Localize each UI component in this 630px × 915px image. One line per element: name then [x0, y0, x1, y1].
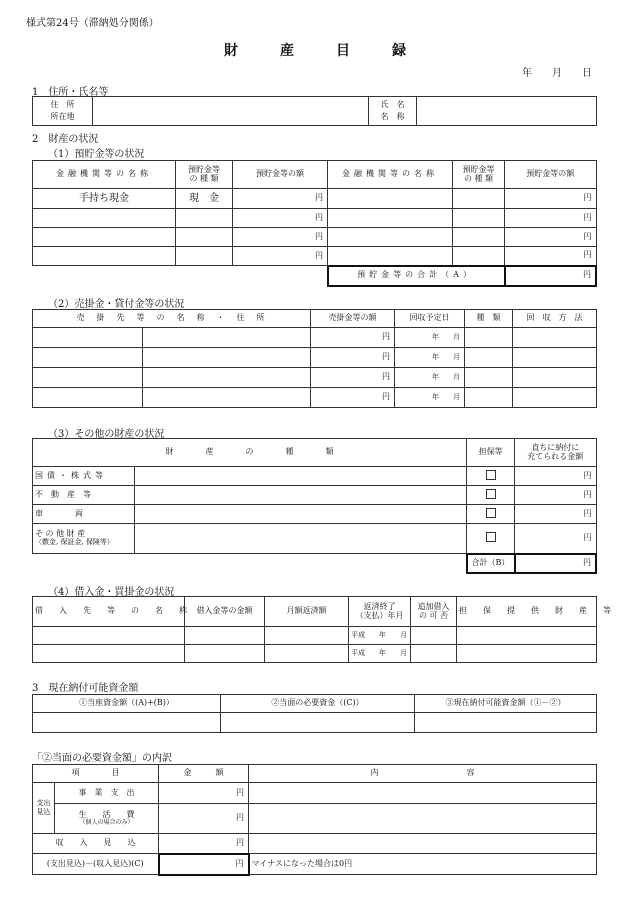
- deposit-amount[interactable]: 円: [505, 247, 597, 266]
- loan-lender-field[interactable]: [33, 645, 185, 663]
- loan-end-date[interactable]: 平成 年 月: [349, 627, 411, 645]
- loans-table: [32, 596, 615, 663]
- breakdown-row-business: 事 業 支 出: [55, 783, 159, 804]
- receivables-heading: （2）売掛金・貸付金等の状況: [48, 299, 185, 310]
- breakdown-heading: 「②当面の必要資金額」の内訳: [32, 753, 172, 764]
- other-h-amount: 直ちに納付に 充てられる金額: [515, 439, 597, 467]
- checkbox-icon[interactable]: [486, 532, 496, 542]
- loan-monthly-field[interactable]: [265, 645, 349, 663]
- loans-h-end: 返済終了 （支払）年月: [349, 597, 411, 627]
- deposits-h-type-2: 預貯金等 の 種 類: [453, 161, 505, 189]
- deposits-total-label: 預貯金等の合計（A）: [328, 266, 505, 286]
- name-field[interactable]: [417, 97, 597, 126]
- other-assets-table: [32, 438, 597, 574]
- receivable-kind-field[interactable]: [465, 328, 513, 348]
- funds-h-payable: ③現在納付可能資金額（①－②）: [415, 695, 597, 713]
- receivable-address-field[interactable]: [143, 388, 311, 408]
- other-realestate-checkbox[interactable]: [467, 486, 515, 505]
- deposits-h-amount: 預貯金等の額: [233, 161, 328, 189]
- receivable-name-field[interactable]: [33, 348, 143, 368]
- receivables-table: [32, 309, 597, 408]
- form-number: 様式第24号（滞納処分関係）: [26, 18, 159, 29]
- loan-lender-field[interactable]: [33, 627, 185, 645]
- receivable-method-field[interactable]: [513, 348, 597, 368]
- page-title: 財 産 目 録: [224, 43, 406, 59]
- deposit-amount[interactable]: 円: [233, 189, 328, 209]
- receivable-amount[interactable]: 円: [311, 348, 395, 368]
- other-assets-heading: （3）その他の財産の状況: [48, 429, 165, 440]
- receivable-date[interactable]: 年 月: [395, 388, 465, 408]
- loans-h-collateral: 担 保 提 供 財 産 等: [457, 597, 597, 627]
- cash-name: 手持ち現金: [33, 189, 176, 209]
- deposit-amount[interactable]: 円: [233, 247, 328, 266]
- deposit-amount[interactable]: 円: [505, 228, 597, 247]
- other-misc-detail[interactable]: [135, 524, 467, 554]
- deposits-heading: （1）預貯金等の状況: [48, 149, 145, 160]
- breakdown-living-amount[interactable]: 円: [159, 804, 249, 834]
- address-label: 住 所 所在地: [33, 97, 93, 126]
- breakdown-net-amount[interactable]: 円: [159, 854, 249, 875]
- loan-end-date[interactable]: 平成 年 月: [349, 645, 411, 663]
- other-row-misc: そ の 他 財 産 （敷金, 保証金, 保険等）: [33, 524, 135, 554]
- deposit-type-field[interactable]: [453, 247, 505, 266]
- deposit-bank-field[interactable]: [328, 209, 453, 228]
- breakdown-income-amount[interactable]: 円: [159, 834, 249, 854]
- loan-additional-field[interactable]: [411, 645, 457, 663]
- loan-amount-field[interactable]: [185, 645, 265, 663]
- receivables-h-amount: 売掛金等の額: [311, 310, 395, 328]
- other-h-collateral: 担保等: [467, 439, 515, 467]
- receivables-h-partner: 売 掛 先 等 の 名 称 ・ 住 所: [33, 310, 311, 328]
- loans-h-lender: 借 入 先 等 の 名 称: [33, 597, 185, 627]
- other-realestate-detail[interactable]: [135, 486, 467, 505]
- deposits-total-amount[interactable]: 円: [505, 266, 597, 286]
- loan-monthly-field[interactable]: [265, 627, 349, 645]
- deposit-amount[interactable]: 円: [505, 209, 597, 228]
- receivable-name-field[interactable]: [33, 388, 143, 408]
- receivable-amount[interactable]: 円: [311, 388, 395, 408]
- other-bonds-checkbox[interactable]: [467, 467, 515, 486]
- available-funds-table: [32, 694, 597, 733]
- other-h-kind: 財 産 の 種 類: [33, 439, 467, 467]
- breakdown-h-item: 項 目: [33, 765, 159, 783]
- breakdown-h-amount: 金 額: [159, 765, 249, 783]
- other-vehicle-checkbox[interactable]: [467, 505, 515, 524]
- deposit-bank-field[interactable]: [33, 247, 176, 266]
- deposit-type-field[interactable]: [453, 209, 505, 228]
- receivables-h-method: 回 収 方 法: [513, 310, 597, 328]
- deposit-type-field[interactable]: [176, 247, 233, 266]
- receivable-name-field[interactable]: [33, 368, 143, 388]
- loan-amount-field[interactable]: [185, 627, 265, 645]
- receivable-date[interactable]: 年 月: [395, 328, 465, 348]
- breakdown-business-amount[interactable]: 円: [159, 783, 249, 804]
- checkbox-icon[interactable]: [486, 489, 496, 499]
- deposit-type-field[interactable]: [453, 189, 505, 209]
- breakdown-row-net: (支出見込)－(収入見込)(C): [33, 854, 159, 875]
- other-total-label: 合計（B）: [467, 554, 515, 573]
- deposits-table: [32, 160, 597, 287]
- deposit-type-field[interactable]: [453, 228, 505, 247]
- name-label: 氏 名 名 称: [369, 97, 417, 126]
- deposit-bank-field[interactable]: [33, 209, 176, 228]
- deposits-h-amount-2: 預貯金等の額: [505, 161, 597, 189]
- deposits-h-bank: 金融機関等の名称: [33, 161, 176, 189]
- breakdown-h-content: 内 容: [249, 765, 597, 783]
- receivable-kind-field[interactable]: [465, 348, 513, 368]
- cash-type: 現 金: [176, 189, 233, 209]
- loans-heading: （4）借入金・買掛金の状況: [48, 587, 175, 598]
- address-name-table: [32, 96, 597, 126]
- other-misc-amount[interactable]: 円: [515, 524, 597, 554]
- other-vehicle-detail[interactable]: [135, 505, 467, 524]
- breakdown-business-content[interactable]: [249, 783, 597, 804]
- date-line: 年 月 日: [522, 68, 592, 79]
- loan-collateral-field[interactable]: [457, 627, 597, 645]
- other-row-realestate: 不 動 産 等: [33, 486, 135, 505]
- deposit-bank-field[interactable]: [328, 247, 453, 266]
- funds-current-field[interactable]: [33, 713, 221, 733]
- receivable-kind-field[interactable]: [465, 368, 513, 388]
- breakdown-row-income: 収 入 見 込: [33, 834, 159, 854]
- breakdown-side-label: 支出見込: [33, 783, 55, 834]
- loans-h-additional: 追加借入 の 可 否: [411, 597, 457, 627]
- receivable-kind-field[interactable]: [465, 388, 513, 408]
- deposit-bank-field[interactable]: [328, 228, 453, 247]
- breakdown-row-living: 生 活 費 （個人の場合のみ）: [55, 804, 159, 834]
- other-bonds-detail[interactable]: [135, 467, 467, 486]
- loan-additional-field[interactable]: [411, 627, 457, 645]
- receivable-method-field[interactable]: [513, 368, 597, 388]
- receivable-method-field[interactable]: [513, 328, 597, 348]
- receivable-date[interactable]: 年 月: [395, 348, 465, 368]
- receivable-address-field[interactable]: [143, 368, 311, 388]
- receivable-address-field[interactable]: [143, 328, 311, 348]
- breakdown-net-note: マイナスになった場合は0円: [249, 854, 597, 875]
- receivable-method-field[interactable]: [513, 388, 597, 408]
- deposits-h-type: 預貯金等 の 種 類: [176, 161, 233, 189]
- breakdown-table: [32, 764, 597, 876]
- funds-h-current: ①当座資金額（(A)+(B)）: [33, 695, 221, 713]
- other-total-amount[interactable]: 円: [515, 554, 597, 573]
- receivable-name-field[interactable]: [33, 328, 143, 348]
- address-field[interactable]: [93, 97, 369, 126]
- other-row-bonds: 国債・株式等: [33, 467, 135, 486]
- other-realestate-amount[interactable]: 円: [515, 486, 597, 505]
- deposit-bank-field[interactable]: [33, 228, 176, 247]
- loans-h-amount: 借入金等の金額: [185, 597, 265, 627]
- section3-heading: 3 現在納付可能資金額: [32, 683, 139, 694]
- checkbox-icon[interactable]: [486, 470, 496, 480]
- other-misc-checkbox[interactable]: [467, 524, 515, 554]
- funds-h-needed: ②当面の必要資金（(C)）: [221, 695, 415, 713]
- other-row-vehicle: 車 両: [33, 505, 135, 524]
- section2-heading: 2 財産の状況: [32, 134, 99, 145]
- other-vehicle-amount[interactable]: 円: [515, 505, 597, 524]
- receivable-amount[interactable]: 円: [311, 328, 395, 348]
- deposit-amount[interactable]: 円: [233, 228, 328, 247]
- deposit-type-field[interactable]: [176, 228, 233, 247]
- checkbox-icon[interactable]: [486, 508, 496, 518]
- receivables-h-date: 回収予定日: [395, 310, 465, 328]
- section1-heading: 1 住所・氏名等: [32, 87, 109, 98]
- deposit-bank-field[interactable]: [328, 189, 453, 209]
- breakdown-income-content[interactable]: [249, 834, 597, 854]
- loan-collateral-field[interactable]: [457, 645, 597, 663]
- deposit-amount[interactable]: 円: [505, 189, 597, 209]
- receivables-h-kind: 種 類: [465, 310, 513, 328]
- receivable-amount[interactable]: 円: [311, 368, 395, 388]
- loans-h-monthly: 月額返済額: [265, 597, 349, 627]
- funds-needed-field[interactable]: [221, 713, 415, 733]
- receivable-address-field[interactable]: [143, 348, 311, 368]
- funds-payable-field[interactable]: [415, 713, 597, 733]
- deposit-amount[interactable]: 円: [233, 209, 328, 228]
- deposits-h-bank-2: 金融機関等の名称: [328, 161, 453, 189]
- breakdown-living-content[interactable]: [249, 804, 597, 834]
- receivable-date[interactable]: 年 月: [395, 368, 465, 388]
- other-bonds-amount[interactable]: 円: [515, 467, 597, 486]
- deposit-type-field[interactable]: [176, 209, 233, 228]
